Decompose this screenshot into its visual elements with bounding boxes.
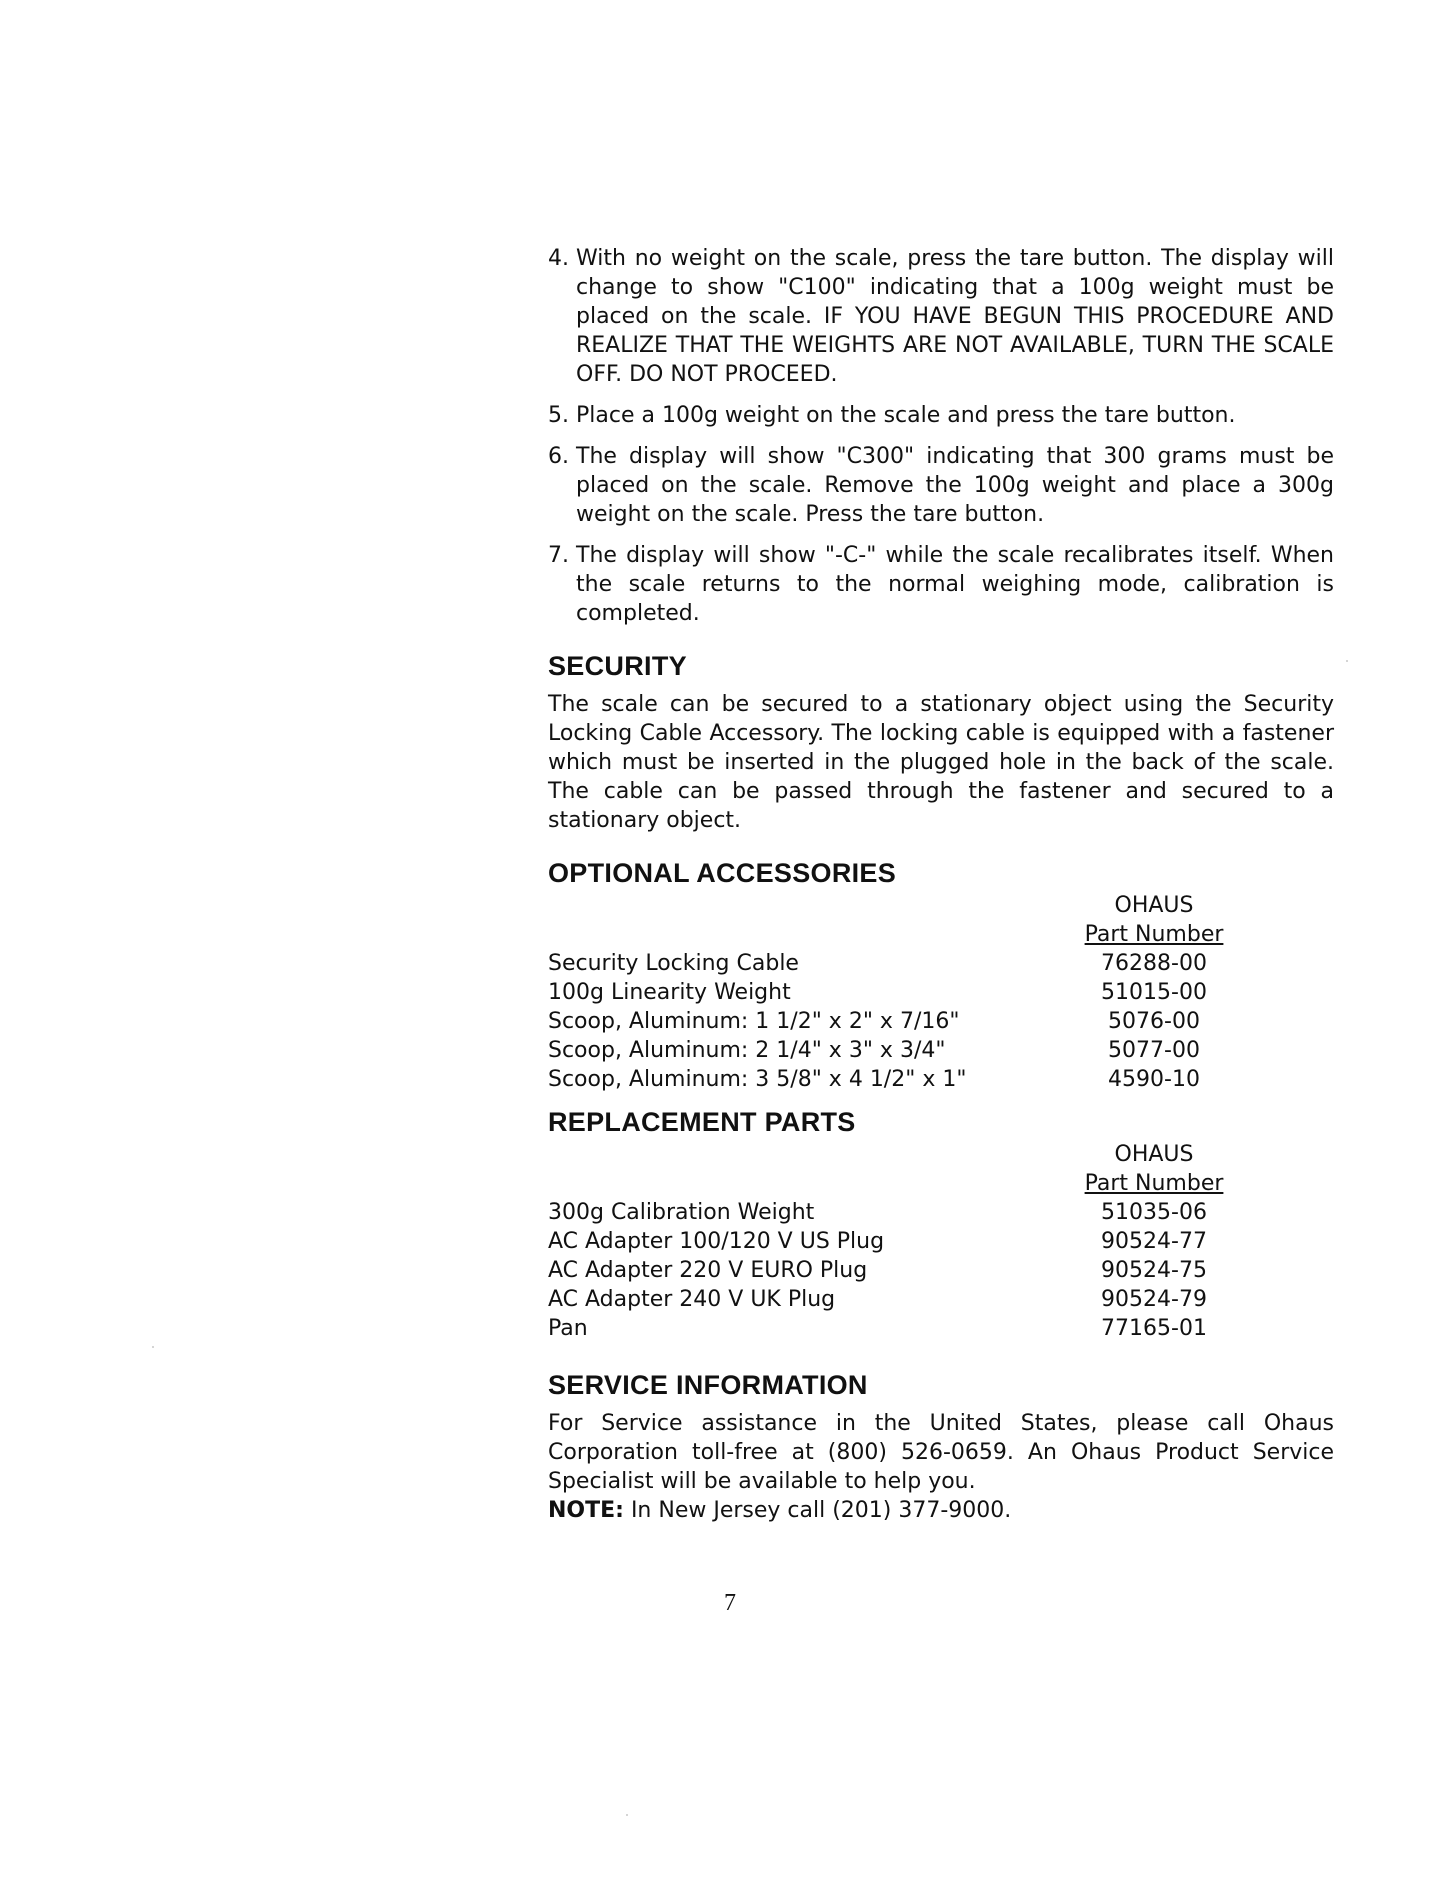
part-name: Scoop, Aluminum: 2 1/4" x 3" x 3/4": [548, 1038, 946, 1063]
table-row: [548, 1198, 1334, 1227]
part-number: 76288-00: [1101, 951, 1207, 976]
page-number: 7: [724, 1590, 736, 1616]
part-name: Security Locking Cable: [548, 951, 799, 976]
optional-accessories-heading: OPTIONAL ACCESSORIES: [548, 858, 897, 888]
table-row: [548, 949, 1334, 978]
scan-speck: [626, 1814, 628, 1816]
step-4: [548, 244, 1334, 389]
page-content: [548, 244, 1334, 1525]
step-number: 5.: [548, 403, 569, 428]
step-text: The display will show "C300" indicating that 300 grams must be placed on the scale. Remove the 100g weight and place a 300g weight on the scale. Press the tare button.: [576, 444, 1334, 527]
step-5: [548, 401, 1334, 430]
accessories-column-header: [548, 891, 1334, 949]
table-row: [548, 1007, 1334, 1036]
part-name: Scoop, Aluminum: 1 1/2" x 2" x 7/16": [548, 1009, 960, 1034]
part-name: 300g Calibration Weight: [548, 1200, 815, 1225]
part-number-column-label: Part Number: [1084, 922, 1224, 947]
step-text: Place a 100g weight on the scale and press the tare button.: [576, 403, 1236, 428]
optional-accessories-section: [548, 857, 1334, 1094]
scan-speck: [1346, 660, 1348, 662]
service-information-section: [548, 1369, 1334, 1525]
replacement-parts-section: [548, 1106, 1334, 1343]
part-number: 5077-00: [1108, 1038, 1200, 1063]
table-row: [548, 1227, 1334, 1256]
part-number: 90524-79: [1101, 1287, 1207, 1312]
calibration-steps: [548, 244, 1334, 628]
part-name: Pan: [548, 1316, 588, 1341]
replacement-parts-table: [548, 1198, 1334, 1343]
accessories-table: [548, 949, 1334, 1094]
step-number: 7.: [548, 543, 569, 568]
part-number: 90524-75: [1101, 1258, 1207, 1283]
part-name: 100g Linearity Weight: [548, 980, 791, 1005]
security-text: The scale can be secured to a stationary object using the Security Locking Cable Accessory. The locking cable is equipped with a fastener which must be inserted in the plugged hole in the back of the scale. The cable can be passed through the fastener and secured to a stationary object.: [548, 692, 1334, 833]
service-information-heading: SERVICE INFORMATION: [548, 1370, 868, 1400]
part-number: 51035-06: [1101, 1200, 1207, 1225]
step-text: The display will show "-C-" while the scale recalibrates itself. When the scale returns to the normal weighing mode, calibration is completed.: [576, 543, 1334, 626]
note-label: NOTE:: [548, 1498, 624, 1523]
table-row: [548, 1256, 1334, 1285]
part-name: Scoop, Aluminum: 3 5/8" x 4 1/2" x 1": [548, 1067, 967, 1092]
step-6: [548, 442, 1334, 529]
part-number: 90524-77: [1101, 1229, 1207, 1254]
security-heading: SECURITY: [548, 651, 687, 681]
part-number-column-label: Part Number: [1084, 1171, 1224, 1196]
part-number: 51015-00: [1101, 980, 1207, 1005]
replacement-parts-heading: REPLACEMENT PARTS: [548, 1107, 856, 1137]
part-name: AC Adapter 240 V UK Plug: [548, 1287, 836, 1312]
table-row: [548, 1314, 1334, 1343]
table-row: [548, 1285, 1334, 1314]
service-text: For Service assistance in the United States, please call Ohaus Corporation toll-free at (800) 526-0659. An Ohaus Product Service Specialist will be available to help you.: [548, 1411, 1334, 1494]
part-name: AC Adapter 100/120 V US Plug: [548, 1229, 885, 1254]
step-number: 6.: [548, 444, 569, 469]
part-name: AC Adapter 220 V EURO Plug: [548, 1258, 868, 1283]
table-row: [548, 1065, 1334, 1094]
brand-column-label: OHAUS: [1114, 1142, 1194, 1167]
note-text: In New Jersey call (201) 377-9000.: [623, 1498, 1012, 1523]
replacement-column-header: [548, 1140, 1334, 1198]
security-section: [548, 650, 1334, 835]
scan-speck: [152, 1346, 154, 1348]
step-text: With no weight on the scale, press the tare button. The display will change to show "C100" indicating that a 100g weight must be placed on the scale. IF YOU HAVE BEGUN THIS PROCEDURE AND REALIZE THAT THE WEIGHTS ARE NOT AVAILABLE, TURN THE SCALE OFF. DO NOT PROCEED.: [576, 246, 1334, 387]
service-note: [548, 1496, 1334, 1525]
part-number: 77165-01: [1101, 1316, 1207, 1341]
step-number: 4.: [548, 246, 569, 271]
table-row: [548, 1036, 1334, 1065]
table-row: [548, 978, 1334, 1007]
part-number: 4590-10: [1108, 1067, 1200, 1092]
brand-column-label: OHAUS: [1114, 893, 1194, 918]
step-7: [548, 541, 1334, 628]
part-number: 5076-00: [1108, 1009, 1200, 1034]
